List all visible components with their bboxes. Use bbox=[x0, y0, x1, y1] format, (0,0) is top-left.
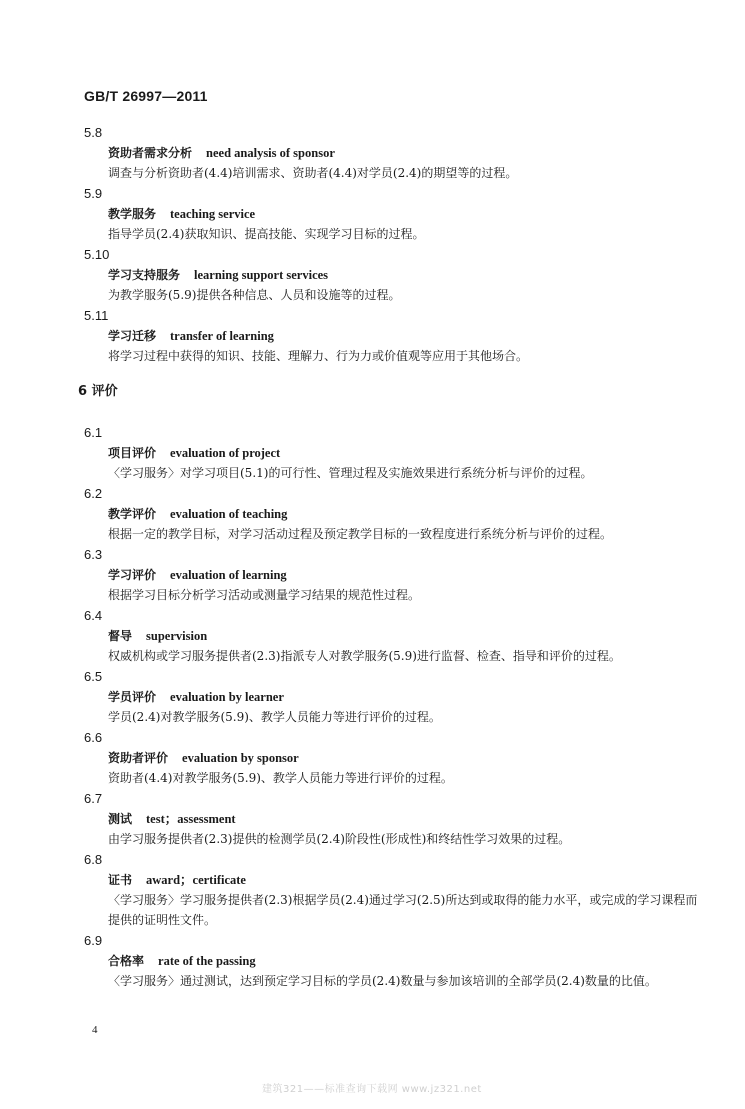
term-name-en: transfer of learning bbox=[170, 329, 274, 343]
section-heading: 6 评价 bbox=[78, 384, 118, 399]
term-title bbox=[108, 870, 704, 890]
term-number: 5.10 bbox=[84, 247, 110, 262]
term-name-en: evaluation of learning bbox=[170, 568, 287, 582]
term-title bbox=[108, 809, 704, 829]
term-6-8 bbox=[84, 849, 704, 930]
term-5-9 bbox=[84, 183, 704, 244]
term-6-9 bbox=[84, 930, 704, 991]
term-name-zh: 学员评价 bbox=[108, 690, 157, 704]
term-title bbox=[108, 326, 704, 346]
term-name-zh: 资助者评价 bbox=[108, 751, 169, 765]
term-definition: 权威机构或学习服务提供者(2.3)指派专人对教学服务(5.9)进行监督、检查、指导和评价的过程。 bbox=[108, 649, 621, 663]
term-name-en: learning support services bbox=[194, 268, 329, 282]
term-5-8 bbox=[84, 122, 704, 183]
term-definition: 学员(2.4)对教学服务(5.9)、教学人员能力等进行评价的过程。 bbox=[108, 710, 441, 724]
term-number: 6.6 bbox=[84, 730, 103, 745]
term-5-10 bbox=[84, 244, 704, 305]
page-number: 4 bbox=[92, 1024, 98, 1036]
term-definition: 〈学习服务〉学习服务提供者(2.3)根据学员(2.4)通过学习(2.5)所达到或取得的能力水平，或完成的学习课程而提供的证明性文件。 bbox=[108, 893, 698, 927]
term-definition: 将学习过程中获得的知识、技能、理解力、行为力或价值观等应用于其他场合。 bbox=[108, 349, 529, 363]
term-definition: 由学习服务提供者(2.3)提供的检测学员(2.4)阶段性(形成性)和终结性学习效果的过程。 bbox=[108, 832, 571, 846]
term-definition: 〈学习服务〉对学习项目(5.1)的可行性、管理过程及实施效果进行系统分析与评价的过程。 bbox=[108, 466, 593, 480]
term-6-7 bbox=[84, 788, 704, 849]
term-title bbox=[108, 687, 704, 707]
term-title bbox=[108, 748, 704, 768]
term-title bbox=[108, 565, 704, 585]
term-title bbox=[108, 504, 704, 524]
term-title bbox=[108, 626, 704, 646]
term-6-3 bbox=[84, 544, 704, 605]
term-number: 6.7 bbox=[84, 791, 103, 806]
term-number: 6.8 bbox=[84, 852, 103, 867]
term-name-zh: 测试 bbox=[108, 812, 133, 826]
term-name-zh: 督导 bbox=[108, 629, 133, 643]
term-name-en: evaluation of project bbox=[170, 446, 281, 460]
term-definition: 资助者(4.4)对教学服务(5.9)、教学人员能力等进行评价的过程。 bbox=[108, 771, 453, 785]
term-name-en: test；assessment bbox=[146, 812, 236, 826]
term-definition: 指导学员(2.4)获取知识、提高技能、实现学习目标的过程。 bbox=[108, 227, 425, 241]
term-name-en: teaching service bbox=[170, 207, 256, 221]
term-name-zh: 项目评价 bbox=[108, 446, 157, 460]
term-number: 6.5 bbox=[84, 669, 103, 684]
term-title bbox=[108, 443, 704, 463]
term-number: 6.2 bbox=[84, 486, 103, 501]
term-name-en: award；certificate bbox=[146, 873, 246, 887]
term-number: 6.3 bbox=[84, 547, 103, 562]
term-number: 6.9 bbox=[84, 933, 103, 948]
term-name-zh: 教学评价 bbox=[108, 507, 157, 521]
term-title bbox=[108, 265, 704, 285]
term-number: 5.9 bbox=[84, 186, 103, 201]
term-name-zh: 学习评价 bbox=[108, 568, 157, 582]
term-definition: 〈学习服务〉通过测试，达到预定学习目标的学员(2.4)数量与参加该培训的全部学员(2.4)数量的比值。 bbox=[108, 974, 657, 988]
term-name-zh: 学习迁移 bbox=[108, 329, 157, 343]
term-number: 5.8 bbox=[84, 125, 103, 140]
term-6-5 bbox=[84, 666, 704, 727]
term-number: 5.11 bbox=[84, 308, 109, 323]
term-6-4 bbox=[84, 605, 704, 666]
term-name-en: evaluation by learner bbox=[170, 690, 284, 704]
term-title bbox=[108, 951, 704, 971]
term-definition: 根据学习目标分析学习活动或测量学习结果的规范性过程。 bbox=[108, 588, 421, 602]
term-name-zh: 教学服务 bbox=[108, 207, 157, 221]
term-name-en: supervision bbox=[146, 629, 208, 643]
term-name-en: evaluation by sponsor bbox=[182, 751, 299, 765]
term-number: 6.4 bbox=[84, 608, 103, 623]
term-name-zh: 证书 bbox=[108, 873, 133, 887]
term-5-11 bbox=[84, 305, 704, 366]
terms-content bbox=[78, 122, 704, 991]
term-definition: 调查与分析资助者(4.4)培训需求、资助者(4.4)对学员(2.4)的期望等的过程。 bbox=[108, 166, 518, 180]
term-name-en: evaluation of teaching bbox=[170, 507, 288, 521]
watermark: 建筑321——标准查询下载网 www.jz321.net bbox=[262, 1084, 482, 1095]
term-definition: 为教学服务(5.9)提供各种信息、人员和设施等的过程。 bbox=[108, 288, 401, 302]
term-6-2 bbox=[84, 483, 704, 544]
term-definition: 根据一定的教学目标，对学习活动过程及预定教学目标的一致程度进行系统分析与评价的过程。 bbox=[108, 527, 613, 541]
term-title bbox=[108, 143, 704, 163]
standard-code-header: GB/T 26997—2011 bbox=[84, 88, 208, 104]
term-name-en: need analysis of sponsor bbox=[206, 146, 335, 160]
term-name-en: rate of the passing bbox=[158, 954, 256, 968]
term-name-zh: 资助者需求分析 bbox=[108, 146, 193, 160]
term-name-zh: 学习支持服务 bbox=[108, 268, 181, 282]
term-number: 6.1 bbox=[84, 425, 103, 440]
term-title bbox=[108, 204, 704, 224]
term-6-1 bbox=[84, 422, 704, 483]
term-6-6 bbox=[84, 727, 704, 788]
term-name-zh: 合格率 bbox=[108, 954, 145, 968]
